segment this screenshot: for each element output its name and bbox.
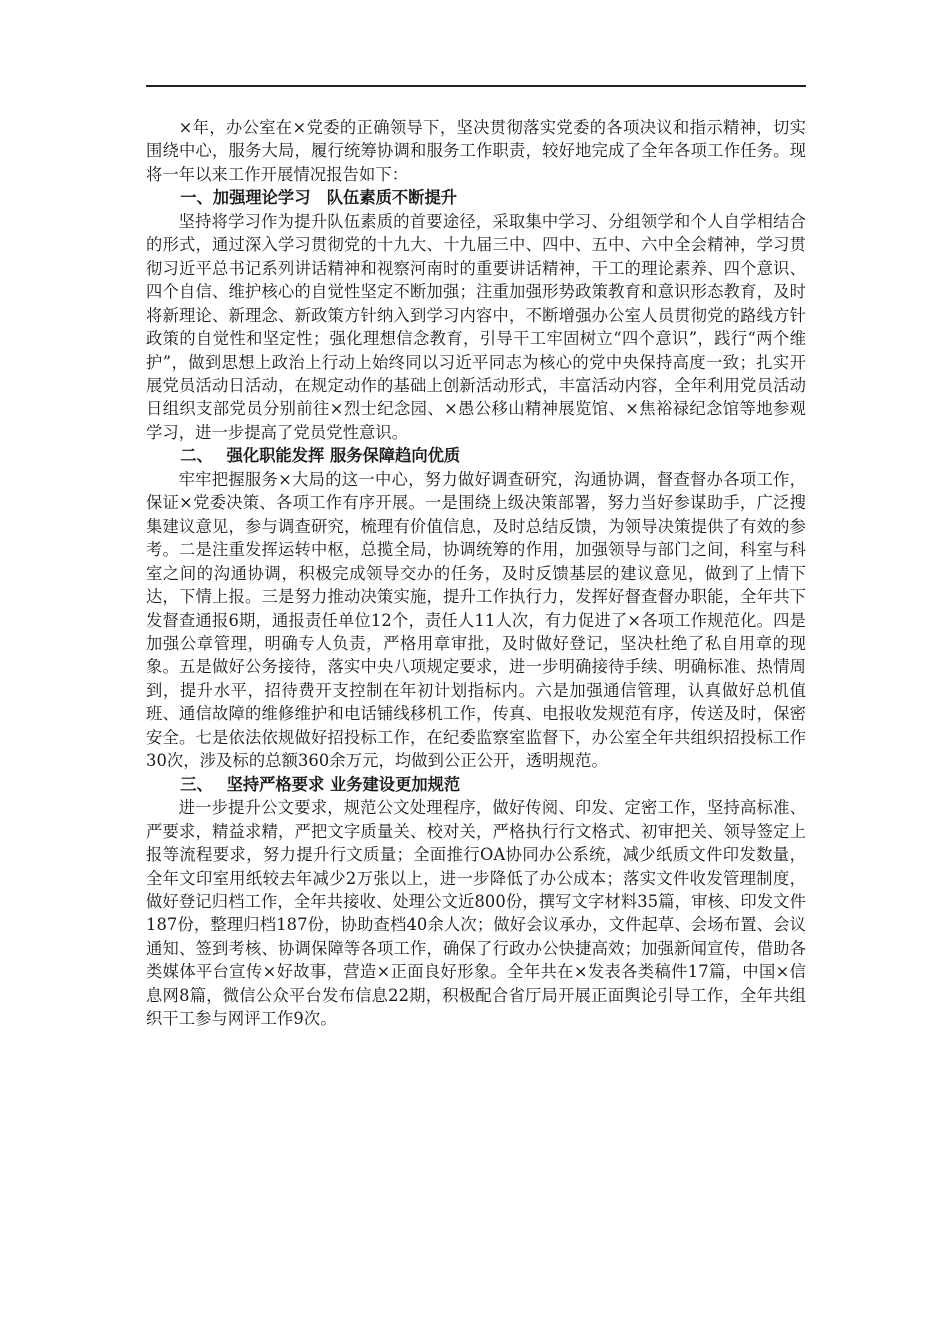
section-body-2: 牢牢把握服务×大局的这一中心，努力做好调查研究，沟通协调，督查督办各项工作，保证×党委决策、各项工作有序开展。一是围绕上级决策部署，努力当好参谋助手，广泛搜集建议意见，参与调查研究，梳理有价值信息，及时总结反馈，为领导决策提供了有效的参考。二是注重发挥运转中枢，总揽全局，协调统筹的作用，加强领导与部门之间，科室与科室之间的沟通协调，积极完成领导交办的任务，及时反馈基层的建议意见，做到了上情下达，下情上报。三是努力推动决策实施，提升工作执行力，发挥好督查督办职能，全年共下发督查通报6期，通报责任单位12个，责任人11人次，有力促进了×各项工作规范化。四是加强公章管理，明确专人负责，严格用章审批，及时做好登记，坚决杜绝了私自用章的现象。五是做好公务接待，落实中央八项规定要求，进一步明确接待手续、明确标准、热情周到，提升水平，招待费开支控制在年初计划指标内。六是加强通信管理，认真做好总机值班、通信故障的维修维护和电话铺线移机工作，传真、电报收发规范有序，传送及时，保密安全。七是依法依规做好招投标工作，在纪委监察室监督下，办公室全年共组织招投标工作30次，涉及标的总额360余万元，均做到公正公开，透明规范。: [146, 469, 806, 771]
section-heading-1: 一、加强理论学习 队伍素质不断提升: [180, 188, 458, 208]
intro-paragraph: ×年，办公室在×党委的正确领导下，坚决贯彻落实党委的各项决议和指示精神，切实围绕中心，服务大局，履行统筹协调和服务工作职责，较好地完成了全年各项工作任务。现将一年以来工作开展情况报告如下：: [146, 118, 806, 184]
section-heading-3: 三、 坚持严格要求 业务建设更加规范: [180, 774, 461, 794]
header-rule: [146, 85, 806, 87]
document-body: [146, 116, 806, 1031]
section-body-3: 进一步提升公文要求，规范公文处理程序，做好传阅、印发、定密工作，坚持高标准、严要求，精益求精，严把文字质量关、校对关，严格执行行文格式、初审把关、领导签定上报等流程要求，努力提升行文质量；全面推行OA协同办公系统，减少纸质文件印发数量，全年文印室用纸较去年减少2万张以上，进一步降低了办公成本；落实文件收发管理制度，做好登记归档工作，全年共接收、处理公文近800份，撰写文字材料35篇，审核、印发文件187份，整理归档187份，协助查档40余人次；做好会议承办，文件起草、会场布置、会议通知、签到考核、协调保障等各项工作，确保了行政办公快捷高效；加强新闻宣传，借助各类媒体平台宣传×好故事，营造×正面良好形象。全年共在×发表各类稿件17篇，中国×信息网8篇，微信公众平台发布信息22期，积极配合省厅局开展正面舆论引导工作，全年共组织干工参与网评工作9次。: [146, 798, 806, 1029]
section-body-1: 坚持将学习作为提升队伍素质的首要途径，采取集中学习、分组领学和个人自学相结合的形式，通过深入学习贯彻党的十九大、十九届三中、四中、五中、六中全会精神，学习贯彻习近平总书记系列讲话精神和视察河南时的重要讲话精神，干工的理论素养、四个意识、四个自信、维护核心的自觉性坚定不断加强；注重加强形势政策教育和意识形态教育，及时将新理论、新理念、新政策方针纳入到学习内容中，不断增强办公室人员贯彻党的路线方针政策的自觉性和坚定性；强化理想信念教育，引导干工牢固树立“四个意识”，践行“两个维护”，做到思想上政治上行动上始终同以习近平同志为核心的党中央保持高度一致；扎实开展党员活动日活动，在规定动作的基础上创新活动形式，丰富活动内容，全年利用党员活动日组织支部党员分别前往×烈士纪念园、×愚公移山精神展览馆、×焦裕禄纪念馆等地参观学习，进一步提高了党员党性意识。: [146, 211, 806, 442]
section-heading-2: 二、 强化职能发挥 服务保障趋向优质: [180, 446, 461, 466]
